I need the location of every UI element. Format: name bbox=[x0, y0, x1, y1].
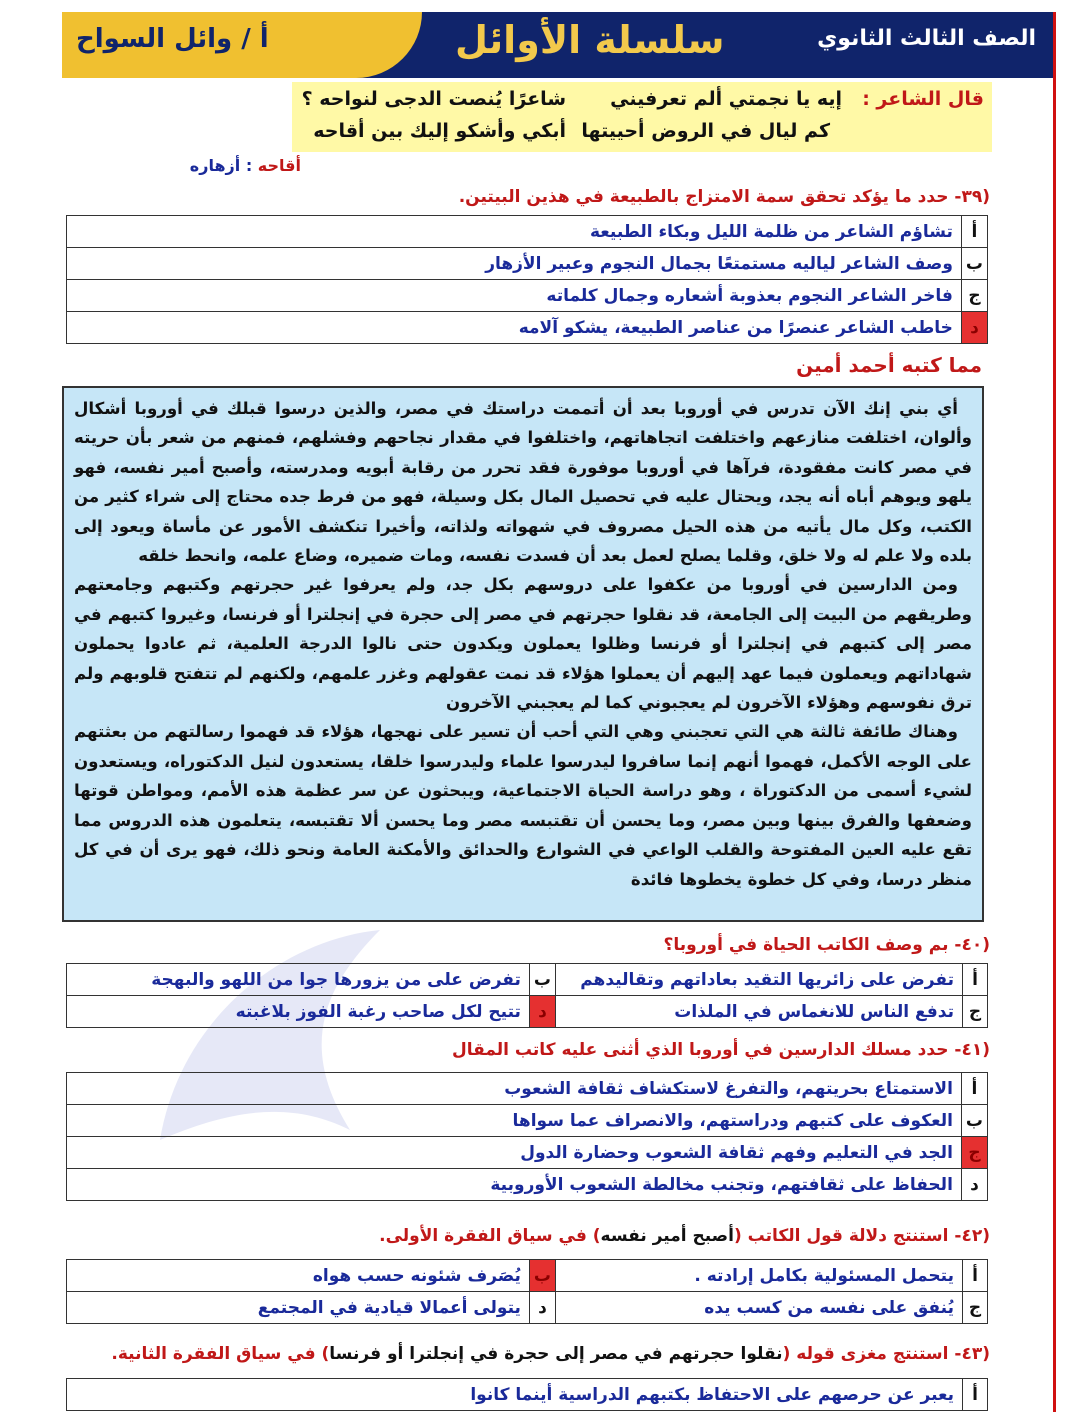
page-margin-line bbox=[1053, 12, 1056, 1412]
option-row bbox=[67, 996, 988, 1028]
option-letter: ج bbox=[963, 1292, 988, 1324]
header-grade: الصف الثالث الثانوي bbox=[817, 26, 1036, 51]
question-43-suffix: ) في سياق الفقرة الثانية. bbox=[111, 1344, 330, 1364]
option-text: الحفاظ على ثقافتهم، وتجنب مخالطة الشعوب الأوروبية bbox=[67, 1169, 962, 1201]
option-letter: د bbox=[961, 1169, 987, 1201]
option-letter: ب bbox=[529, 964, 555, 996]
option-row[interactable] bbox=[67, 1137, 988, 1169]
option-letter: ج bbox=[963, 996, 988, 1028]
option-row[interactable] bbox=[67, 1073, 988, 1105]
question-43-prefix: (٤٣- استنتج مغزى قوله ( bbox=[782, 1344, 990, 1364]
option-letter: ب bbox=[961, 1105, 987, 1137]
header-series-title: سلسلة الأوائل bbox=[455, 18, 725, 62]
vocab-gloss bbox=[190, 156, 301, 175]
question-42-prefix: (٤٢- استنتج دلالة قول الكاتب ( bbox=[733, 1226, 990, 1246]
poem-line1-second: شاعرًا يُنصت الدجى لنواحه ؟ bbox=[301, 88, 566, 110]
option-text-label: يُصَرف شئونه حسب هواه bbox=[312, 1265, 521, 1286]
option-letter-answer: ب bbox=[529, 1260, 555, 1292]
option-row[interactable] bbox=[67, 312, 988, 344]
option-text: تشاؤم الشاعر من ظلمة الليل وبكاء الطبيعة bbox=[67, 216, 962, 248]
question-39-options bbox=[66, 215, 988, 344]
option-letter: أ bbox=[961, 216, 987, 248]
option-text[interactable] bbox=[556, 964, 963, 996]
option-text: فاخر الشاعر النجوم بعذوبة أشعاره وجمال كلماته bbox=[67, 280, 962, 312]
passage-title: مما كتبه أحمد أمين bbox=[796, 353, 982, 377]
option-text: العكوف على كتبهم ودراستهم، والانصراف عما سواها bbox=[67, 1105, 962, 1137]
option-letter: د bbox=[529, 1292, 555, 1324]
option-row[interactable] bbox=[67, 1169, 988, 1201]
option-text[interactable] bbox=[556, 1292, 963, 1324]
question-39: (٣٩- حدد ما يؤكد تحقق سمة الامتزاج بالطبيعة في هذين البيتين. bbox=[458, 187, 990, 207]
question-40-options bbox=[66, 963, 988, 1028]
gloss-separator: : bbox=[240, 156, 258, 175]
reading-passage bbox=[62, 386, 984, 922]
question-41: (٤١- حدد مسلك الدارسين في أوروبا الذي أثنى عليه كاتب المقال bbox=[451, 1040, 990, 1060]
question-42-options bbox=[66, 1259, 988, 1324]
option-text: يعبر عن حرصهم على الاحتفاظ بكتبهم الدراسية أينما كانوا bbox=[67, 1379, 963, 1411]
option-row bbox=[67, 964, 988, 996]
option-text-label: تفرض على من يزورها جوا من اللهو والبهجة bbox=[151, 969, 521, 990]
option-letter-answer: ج bbox=[961, 1137, 987, 1169]
question-42-quote: أصبح أمير نفسه bbox=[600, 1226, 734, 1246]
poem-label: قال الشاعر : bbox=[862, 88, 984, 110]
option-text: الجد في التعليم وفهم ثقافة الشعوب وحضارة الدول bbox=[67, 1137, 962, 1169]
option-row bbox=[67, 1260, 988, 1292]
option-text: خاطب الشاعر عنصرًا من عناصر الطبيعة، يشكو آلامه bbox=[67, 312, 962, 344]
poem-line2-second: أبكي وأشكو إليك بين أقاحه bbox=[313, 120, 566, 142]
option-row[interactable] bbox=[67, 1379, 988, 1411]
option-row[interactable] bbox=[67, 1105, 988, 1137]
question-41-options bbox=[66, 1072, 988, 1201]
question-40: (٤٠- بم وصف الكاتب الحياة في أوروبا؟ bbox=[663, 935, 990, 955]
question-42-suffix: ) في سياق الفقرة الأولى. bbox=[379, 1226, 601, 1246]
option-text[interactable] bbox=[67, 996, 530, 1028]
option-text[interactable] bbox=[67, 1260, 530, 1292]
option-text-label: يتولى أعمالا قيادية في المجتمع bbox=[257, 1297, 521, 1318]
option-text: وصف الشاعر لياليه مستمتعًا بجمال النجوم وعبير الأزهار bbox=[67, 248, 962, 280]
option-letter: أ bbox=[961, 1073, 987, 1105]
passage-paragraph-2: ومن الدارسين في أوروبا من عكفوا على دروسهم بكل جد، ولم يعرفوا غير حجرتهم وكتبهم وجامعتهم وطريقهم من البيت إلى الجامعة، قد نقلوا حجرتهم في مصر إلى حجرة في إنجلترا أو فرنسا، وغيروا كتبهم في مصر إلى كتبهم في إنجلترا أو فرنسا وظلوا يعملون ويكدون حتى نالوا الدرجة العلمية، ثم عادوا يحملون شهاداتهم ويعملون فيما عهد إليهم أن يعملوا هؤلاء قد نمت عقولهم وغزر علمهم، ولكنهم لم تتفتح قلوبهم ولم ترق نفوسهم وهؤلاء الآخرون لم يعجبوني كما لم يعجبني الآخرون bbox=[74, 575, 972, 713]
question-42 bbox=[379, 1226, 990, 1246]
option-text-label: يتحمل المسئولية بكامل إرادته . bbox=[694, 1265, 954, 1286]
passage-paragraph-3: وهناك طائفة ثالثة هي التي تعجبني وهي التي أحب أن تسير على نهجها، هؤلاء قد فهموا رسالتهم من بعثتهم على الوجه الأكمل، فهموا أنهم إنما سافروا ليدرسوا علماء وليدرسوا خلقا، يستعدون لنيل الدكتوراه، ويستعدون لشيء أسمى من الدكتوراة ، وهو دراسة الحياة الاجتماعية، ويبحثون عن سر عظمة هذه الأمم، ومواطن قوتها وضعفها والفرق بينها وبين مصر، وما يحسن أن تقتبسه مصر وما يحسن ألا تقتبسه، يتعلمون هذه الدروس مما تقع عليه العين المفتوحة والقلب الواعي في الشوارع والحدائق والأمكنة العامة ونحو ذلك، فهو يرى أن في كل منظر درسا، وفي كل خطوة يخطوها فائدة bbox=[74, 722, 972, 889]
option-text[interactable] bbox=[67, 1292, 530, 1324]
option-row[interactable] bbox=[67, 248, 988, 280]
option-letter: ج bbox=[961, 280, 987, 312]
option-row[interactable] bbox=[67, 216, 988, 248]
question-43-quote: نقلوا حجرتهم في مصر إلى حجرة في إنجلترا أو فرنسا bbox=[329, 1344, 783, 1364]
option-letter: أ bbox=[963, 1260, 988, 1292]
passage-paragraph-1: أي بني إنك الآن تدرس في أوروبا بعد أن أتممت دراستك في مصر، والذين درسوا قبلك في أوروبا أشكال وألوان، اختلفت منازعهم واختلفت اتجاهاتهم، واختلفوا في مقدار نجاحهم وفشلهم، فمنهم من شعر بأن حريته في مصر كانت مفقودة، فرآها في أوروبا موفورة فقد تحرر من رقابة أبويه ومدرسته، وأصبح أمير نفسه، فهو يلهو ويوهم أباه أنه يجد، ويحتال عليه في تحصيل المال بكل وسيلة، فهو من فرط جده محتاج إلى شراء كثير من الكتب، وكل مال يأتيه من هذه الحيل مصروف في شهواته ولذاته، وأخيرا تنكشف الأمور عن مأساة ويعود إلى بلده ولا علم له ولا خلق، وقلما يصلح لعمل بعد أن فسدت نفسه، ومات ضميره، وضاع علمه، وانحط خلقه bbox=[74, 399, 972, 566]
option-letter-answer: د bbox=[961, 312, 987, 344]
option-row[interactable] bbox=[67, 280, 988, 312]
option-text-label: تفرض على زائريها التقيد بعاداتهم وتقاليدهم bbox=[580, 969, 954, 990]
option-letter: أ bbox=[963, 964, 988, 996]
option-letter: ب bbox=[961, 248, 987, 280]
poem-box bbox=[292, 82, 992, 152]
option-text[interactable] bbox=[556, 1260, 963, 1292]
option-text[interactable] bbox=[556, 996, 963, 1028]
option-row bbox=[67, 1292, 988, 1324]
option-text: الاستمتاع بحريتهم، والتفرغ لاستكشاف ثقافة الشعوب bbox=[67, 1073, 962, 1105]
option-letter: أ bbox=[963, 1379, 988, 1411]
option-text[interactable] bbox=[67, 964, 530, 996]
option-text-label: تتيح لكل صاحب رغبة الفوز بلاغبته bbox=[235, 1001, 521, 1022]
poem-line1-first: إيه يا نجمتي ألم تعرفيني bbox=[610, 88, 842, 110]
option-text-label: تدفع الناس للانغماس في الملذات bbox=[674, 1001, 954, 1022]
gloss-word: أقاحه bbox=[257, 156, 301, 175]
question-43 bbox=[111, 1344, 990, 1364]
option-text-label: يُنفق على نفسه من كسب يده bbox=[704, 1297, 954, 1318]
question-43-options bbox=[66, 1378, 988, 1411]
poem-line2-first: كم ليال في الروض أحييتها bbox=[581, 120, 830, 142]
option-letter-answer: د bbox=[529, 996, 555, 1028]
gloss-meaning: أزهاره bbox=[189, 156, 241, 175]
header-teacher: أ / وائل السواح bbox=[76, 24, 269, 54]
